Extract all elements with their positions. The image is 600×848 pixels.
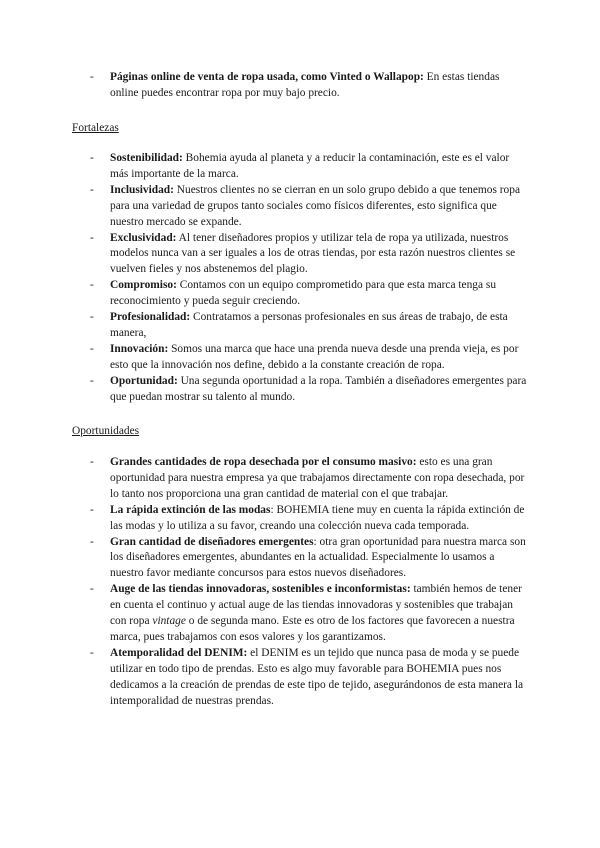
item-text: Nuestros clientes no se cierran en un solo grupo debido a que tenemos ropa para una variedad de grupos tanto sociales como físicos diferentes, esto significa que nuestro mercado se expande.: [110, 183, 521, 228]
item-term: Gran cantidad de diseñadores emergentes: [110, 535, 314, 548]
list-item: [90, 374, 530, 406]
bullet-dash: -: [90, 374, 94, 387]
list-item: [90, 646, 530, 710]
item-term: La rápida extinción de las modas: [110, 503, 271, 516]
item-text: En estas tiendas online puedes encontrar ropa por muy bajo precio.: [110, 71, 500, 99]
item-term: Profesionalidad:: [110, 311, 191, 324]
item-term: Inclusividad:: [110, 183, 174, 196]
item-text: esto es una gran oportunidad para nuestra empresa ya que trabajamos directamente con ropa desechada, por lo tanto nos proporciona una gran cantidad de material con el que trabajar.: [110, 456, 525, 500]
bullet-dash: -: [90, 583, 94, 596]
bullet-dash: -: [90, 503, 94, 516]
bullet-dash: -: [90, 279, 94, 292]
item-text: : BOHEMIA tiene muy en cuenta la rápida extinción de las modas y lo utiliza a su favor, creando una colección nueva cada temporada.: [110, 503, 525, 532]
list-item: [90, 151, 530, 183]
intro-list: [90, 70, 530, 102]
item-term: Páginas online de venta de ropa usada, como Vinted o Wallapop:: [110, 71, 424, 83]
list-item: [90, 535, 530, 583]
item-italic: vintage: [152, 615, 186, 628]
bullet-dash: -: [90, 456, 94, 468]
bullet-dash: -: [90, 646, 94, 659]
list-item: [90, 455, 530, 503]
item-text: Una segunda oportunidad a la ropa. También a diseñadores emergentes para que puedan mostrar su talento al mundo.: [110, 374, 527, 403]
item-text: : otra gran oportunidad para nuestra marca son los diseñadores emergentes, abundantes en la actualidad. Especialmente lo usamos a nuestro favor mediante concursos para estos nuevos diseñadores.: [110, 535, 526, 580]
bullet-dash: -: [90, 311, 94, 324]
item-term: Exclusividad:: [110, 231, 177, 244]
section-heading-fortalezas: Fortalezas: [72, 122, 119, 134]
item-term: Oportunidad:: [110, 374, 178, 387]
list-item: [90, 342, 530, 374]
fortalezas-list: [90, 151, 530, 406]
list-item: [90, 310, 530, 342]
section-heading-oportunidades: Oportunidades: [72, 425, 140, 437]
item-text: Al tener diseñadores propios y utilizar tela de ropa ya utilizada, nuestros modelos nunca van a ser iguales a los de otras tiendas, por esta razón nuestros clientes se vuelven fieles y nos abstenemos del plagio.: [110, 231, 516, 276]
item-term: Compromiso:: [110, 279, 177, 292]
item-text: Contratamos a personas profesionales en sus áreas de trabajo, de esta manera,: [110, 311, 508, 339]
item-text: Contamos con un equipo comprometido para que esta marca tenga su reconocimiento y pueda seguir creciendo.: [110, 279, 497, 308]
list-item: [90, 183, 530, 231]
item-text: Somos una marca que hace una prenda nueva desde una prenda vieja, es por esto que la innovación nos define, debido a la constante creación de ropa.: [110, 342, 519, 371]
list-item: [90, 503, 530, 535]
item-text: o de segunda mano. Este es otro de los factores que favorecen a nuestra marca, pues trabajamos con esos valores y los garantizamos.: [110, 615, 515, 643]
list-item: [90, 231, 530, 279]
item-text: también hemos de tener en cuenta el continuo y actual auge de las tiendas innovadoras y sostenibles que trabajan con ropa: [110, 583, 522, 628]
item-term: Sostenibilidad:: [110, 152, 183, 164]
bullet-dash: -: [90, 71, 94, 83]
bullet-dash: -: [90, 342, 94, 355]
bullet-dash: -: [90, 152, 94, 164]
item-text: el DENIM es un tejido que nunca pasa de moda y se puede utilizar en todo tipo de prendas. Esto es algo muy favorable para BOHEMIA pues nos dedicamos a la creación de prendas de este tipo de tejido, asegurándonos de esta manera la intemporalidad de nuestras prendas.: [110, 646, 524, 707]
item-term: Innovación:: [110, 342, 169, 355]
item-text: Bohemia ayuda al planeta y a reducir la contaminación, este es el valor más importante de la marca.: [110, 152, 510, 180]
oportunidades-list: [90, 455, 530, 710]
bullet-dash: -: [90, 535, 94, 548]
bullet-dash: -: [90, 231, 94, 244]
item-term: Atemporalidad del DENIM:: [110, 646, 248, 659]
list-item: [90, 70, 530, 102]
item-term: Grandes cantidades de ropa desechada por el consumo masivo:: [110, 456, 417, 468]
item-term: Auge de las tiendas innovadoras, sostenibles e inconformistas:: [110, 583, 411, 596]
bullet-dash: -: [90, 183, 94, 196]
list-item: [90, 582, 530, 646]
list-item: [90, 278, 530, 310]
